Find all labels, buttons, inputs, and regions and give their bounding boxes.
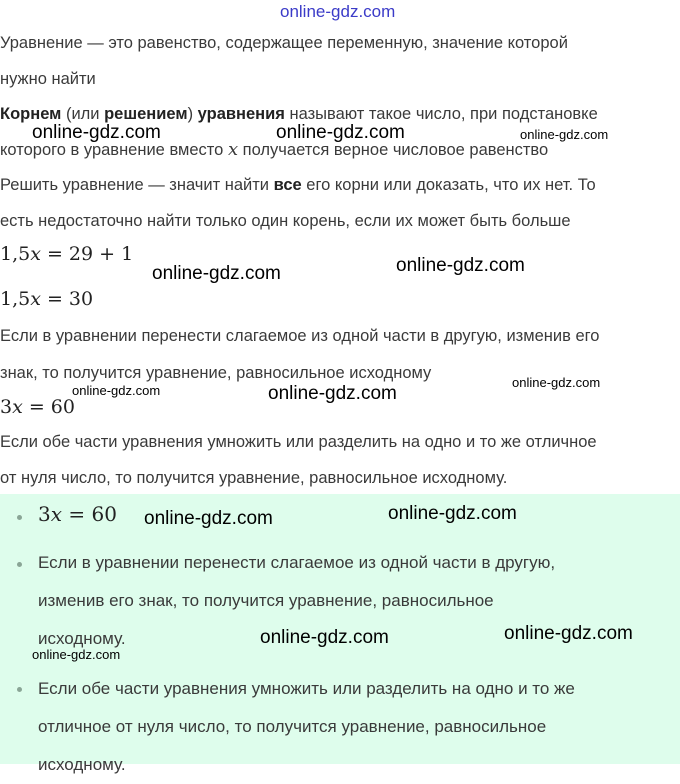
watermark: online-gdz.com — [32, 647, 121, 662]
equation-1 — [0, 243, 133, 265]
bullet-icon — [17, 515, 22, 520]
multiply-rule-line-1: Если обе части уравнения умножить или разделить на одно и то же отличное — [0, 433, 597, 451]
text-span: называют такое число, при подстановке — [284, 105, 598, 123]
eq-part: 3 — [0, 396, 13, 418]
header-watermark: online-gdz.com — [280, 2, 396, 21]
equation-3 — [0, 396, 75, 418]
eq-var: x — [30, 288, 41, 310]
text-span: (или — [61, 105, 105, 123]
watermark: online-gdz.com — [512, 375, 601, 390]
watermark: online-gdz.com — [144, 508, 273, 529]
eq-part: = 60 — [62, 502, 117, 526]
multiply-rule-line-2: от нуля число, то получится уравнение, равносильное исходному. — [0, 469, 508, 487]
watermark: online-gdz.com — [504, 623, 633, 644]
watermark: online-gdz.com — [72, 383, 161, 398]
definition-line-2: нужно найти — [0, 70, 96, 88]
summary-item-3-line-3: исходному. — [38, 755, 126, 774]
watermark: online-gdz.com — [520, 127, 609, 142]
solve-definition-line-1 — [0, 167, 680, 203]
bullet-icon — [17, 687, 22, 692]
watermark: online-gdz.com — [276, 122, 405, 143]
term-root: Корнем — [0, 105, 62, 123]
watermark: online-gdz.com — [152, 263, 281, 284]
watermark: online-gdz.com — [260, 627, 389, 648]
bullet-icon — [17, 562, 22, 567]
term-solution: решением — [104, 105, 188, 123]
summary-equation — [38, 502, 117, 526]
eq-var: x — [30, 243, 41, 265]
watermark: online-gdz.com — [32, 122, 161, 143]
eq-part: = 29 + 1 — [40, 243, 134, 265]
eq-part: 1,5 — [0, 288, 31, 310]
term-equation: уравнения — [197, 105, 285, 123]
transfer-rule-line-1: Если в уравнении перенести слагаемое из одной части в другую, изменив его — [0, 327, 600, 345]
text-span: которого в уравнение вместо — [0, 141, 228, 159]
text-span: ) — [187, 105, 198, 123]
equation-2 — [0, 288, 93, 310]
eq-var: x — [50, 502, 63, 526]
eq-part: = 30 — [40, 288, 94, 310]
summary-item-3-line-2: отличное от нуля число, то получится уравнение, равносильное — [38, 717, 547, 736]
transfer-rule-line-2: знак, то получится уравнение, равносильное исходному — [0, 364, 432, 382]
summary-item-2-line-3: исходному. — [38, 629, 126, 648]
summary-item-3-line-1: Если обе части уравнения умножить или разделить на одно и то же — [38, 679, 575, 698]
summary-item-2-line-1: Если в уравнении перенести слагаемое из одной части в другую, — [38, 553, 556, 572]
text-span: Решить уравнение — значит найти — [0, 176, 274, 194]
eq-part: = 60 — [22, 396, 75, 418]
eq-part: 1,5 — [0, 243, 31, 265]
solve-definition-line-2: есть недостаточно найти только один корень, если их может быть больше — [0, 212, 571, 230]
watermark: online-gdz.com — [388, 503, 517, 524]
variable-x: x — [227, 139, 239, 160]
text-span: его корни или доказать, что их нет. То — [301, 176, 596, 194]
eq-part: 3 — [38, 502, 51, 526]
term-all: все — [273, 176, 302, 194]
watermark: online-gdz.com — [268, 383, 397, 404]
text-span: получается верное числовое равенство — [238, 141, 549, 159]
watermark: online-gdz.com — [396, 255, 525, 276]
eq-var: x — [12, 396, 23, 418]
summary-item-2-line-2: изменив его знак, то получится уравнение, равносильное — [38, 591, 494, 610]
definition-line-1: Уравнение — это равенство, содержащее переменную, значение которой — [0, 34, 568, 52]
